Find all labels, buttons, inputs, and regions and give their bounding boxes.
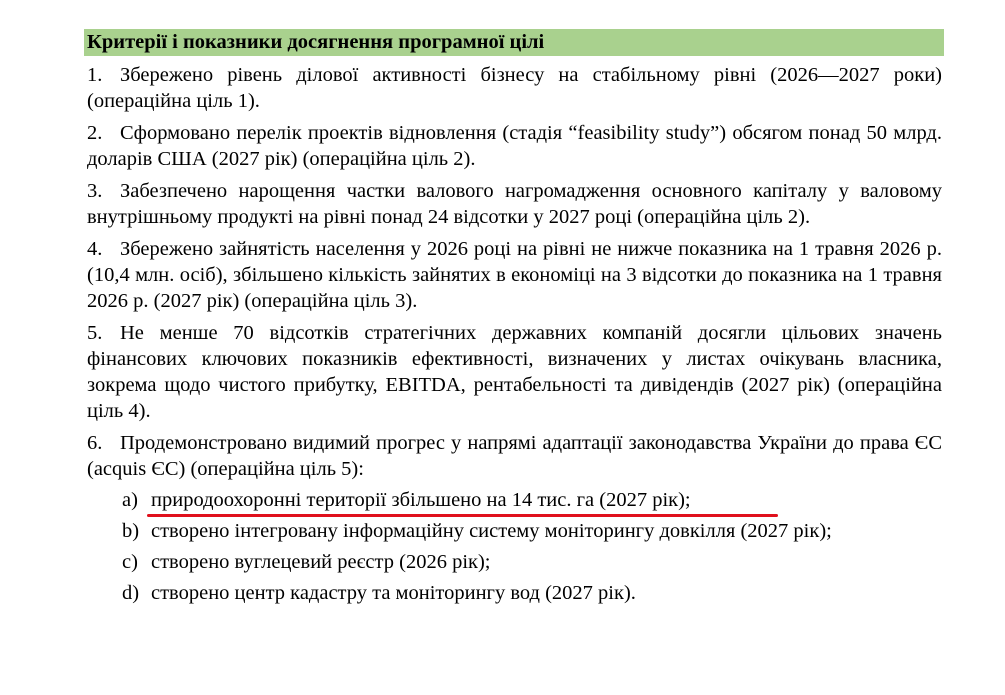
item-number: 2. [87,122,103,144]
criteria-header-title: Критерії і показники досягнення програмної цілі [87,31,545,53]
subitem-letter: a) [122,489,138,511]
subitem-letter: b) [122,520,140,542]
subitem-letter: c) [122,551,138,573]
criteria-header [84,29,944,56]
item-text: Забезпечено нарощення частки валового нагромадження основного капіталу у валовому внутрішньому продукті на рівні понад 24 відсотки у 2027 році (операційна ціль 2). [87,180,942,228]
criterion-item-1 [84,62,944,114]
subitem-text: створено центр кадастру та моніторингу вод (2027 рік). [151,582,636,604]
item-text: Збережено рівень ділової активності бізнесу на стабільному рівні (2026—2027 роки) (операційна ціль 1). [87,64,942,112]
subitem-letter: d) [122,582,140,604]
criterion-item-5 [84,320,944,424]
criterion-item-3 [84,178,944,230]
item-number: 5. [87,322,103,344]
subitem-a [84,487,944,513]
item-text: Сформовано перелік проектів відновлення (стадія “feasibility study”) обсягом понад 50 млрд. доларів США (2027 рік) (операційна ціль 2). [87,122,942,170]
subitem-text: створено вуглецевий реєстр (2026 рік); [151,551,491,573]
subitem-text: створено інтегровану інформаційну систему моніторингу довкілля (2027 рік); [151,520,832,542]
red-underline-annotation [147,514,778,517]
item-number: 4. [87,238,103,260]
item-text: Не менше 70 відсотків стратегічних державних компаній досягли цільових значень фінансових ключових показників ефективності, визначених у листах очікувань власника, зокрема щодо чистого прибутку, EBITDA, рентабельності та дивідендів (2027 рік) (операційна ціль 4). [87,322,942,422]
subitem-d [84,580,944,606]
item-number: 6. [87,432,103,454]
criterion-item-6 [84,430,944,482]
item-number: 3. [87,180,103,202]
item-number: 1. [87,64,103,86]
subitem-text-underlined: природоохоронні території збільшено на 14 тис. га (2027 рік); [151,489,691,511]
subitem-b [84,518,944,544]
document-page [84,29,944,606]
item-text: Продемонстровано видимий прогрес у напрямі адаптації законодавства України до права ЄС (acquis ЄС) (операційна ціль 5): [87,432,942,480]
subitem-c [84,549,944,575]
criterion-item-2 [84,120,944,172]
criterion-item-4 [84,236,944,314]
item-text: Збережено зайнятість населення у 2026 році на рівні не нижче показника на 1 травня 2026 р. (10,4 млн. осіб), збільшено кількість зайнятих в економіці на 3 відсотки до показника на 1 травня 2026 р. (2027 рік) (операційна ціль 3). [87,238,942,312]
